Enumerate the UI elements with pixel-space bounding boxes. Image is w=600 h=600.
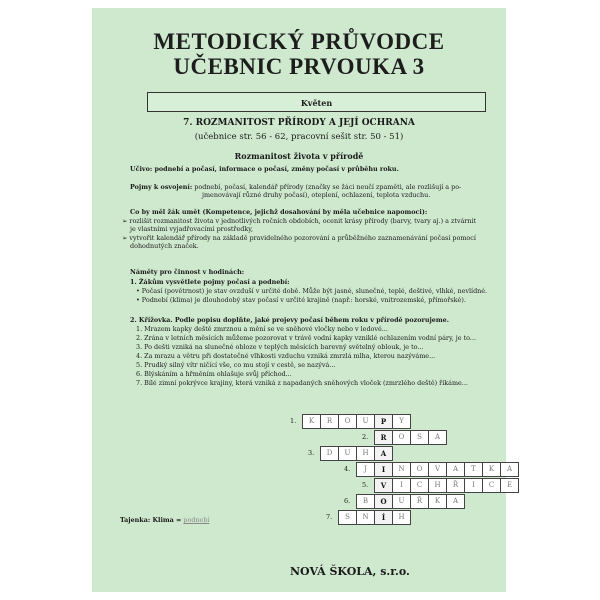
- crossword-cell: H: [428, 478, 447, 493]
- crossword-cell: O: [410, 462, 429, 477]
- crossword-cell: O: [338, 414, 357, 429]
- crossword-cell: U: [338, 446, 357, 461]
- crossword-row-number: 3.: [308, 449, 315, 457]
- pojmy-line-1: [130, 183, 461, 191]
- co-item-2: ➢ vytvořit kalendář přírody na základě pravidelného pozorování a průběžného zaznamenávání počasí pomocí: [122, 234, 476, 242]
- crossword-cell: A: [446, 494, 465, 509]
- crossword-cell: Y: [392, 414, 411, 429]
- crossword-cell: D: [320, 446, 339, 461]
- clue-7: 7. Bílé zimní pokrývce krajiny, která vzniká z napadaných sněhových vloček (zmrzlého deště) říkáme...: [136, 379, 468, 387]
- crossword-cell: K: [482, 462, 501, 477]
- crossword-cell: K: [428, 494, 447, 509]
- crossword-key-cell: O: [374, 494, 393, 509]
- crossword-cell: H: [356, 446, 375, 461]
- crossword-cell: A: [500, 462, 519, 477]
- crossword-grid: [158, 410, 513, 525]
- crossword-cell: O: [392, 430, 411, 445]
- crossword-row-number: 5.: [362, 481, 369, 489]
- crossword-cell: B: [356, 494, 375, 509]
- clue-6: 6. Blýskáním a hřměním ohlašuje svůj příchod...: [136, 370, 292, 378]
- crossword-cell: I: [464, 478, 483, 493]
- book-cover: [92, 8, 513, 592]
- crossword-cell: A: [428, 430, 447, 445]
- crossword-cell: Ř: [446, 478, 465, 493]
- clue-2: 2. Zrána v letních měsících můžeme pozorovat v trávě vodní kapky vzniklé ochlazením vodní páry, je to...: [136, 334, 477, 342]
- crossword-cell: K: [302, 414, 321, 429]
- secret-answer: podnebí: [183, 516, 210, 524]
- crossword-cell: T: [464, 462, 483, 477]
- crossword-key-cell: A: [374, 446, 393, 461]
- crossword-row-number: 2.: [362, 433, 369, 441]
- crossword-cell: R: [320, 414, 339, 429]
- crossword-cell: I: [392, 478, 411, 493]
- co-heading: Co by měl žák umět (Kompetence, jejichž dosahování by měla učebnice napomoci):: [130, 208, 428, 216]
- task-1-a: • Počasí (povětrnost) je stav ovzduší v určité době. Může být jasné, slunečné, teplé, deštivé, vlhké, nevlídné.: [136, 287, 488, 295]
- crossword-cell: E: [500, 478, 519, 493]
- co-item-1-text: rozlišit rozmanitost života v jednotlivých ročních obdobích, ocenit krásy přírody (barvy, tvary aj.) a ztvárnit: [129, 217, 477, 225]
- co-item-1b: je vlastními vyjadřovacími prostředky,: [130, 225, 254, 233]
- task-1-heading: 1. Žákům vysvětlete pojmy počasí a podnebí:: [130, 278, 290, 286]
- crossword-cell: V: [428, 462, 447, 477]
- crossword-key-cell: I: [374, 462, 393, 477]
- crossword-cell: U: [392, 494, 411, 509]
- co-item-1: ➢ rozlišit rozmanitost života v jednotlivých ročních obdobích, ocenit krásy přírody (barvy, tvary aj.) a ztvárnit: [122, 217, 477, 225]
- crossword-cell: S: [338, 510, 357, 525]
- crossword-key-cell: V: [374, 478, 393, 493]
- clue-4: 4. Za mrazu a větru při dostatečné vlhkosti vzduchu vzniká zmrzlá mlha, kterou nazýváme...: [136, 352, 436, 360]
- section-heading: 7. ROZMANITOST PŘÍRODY A JEJÍ OCHRANA: [183, 118, 415, 128]
- crossword-row-number: 1.: [290, 417, 297, 425]
- co-item-2b: dohodnutých značek.: [130, 242, 199, 250]
- crossword-cell: H: [392, 510, 411, 525]
- crossword-row-number: 4.: [344, 465, 351, 473]
- pojmy-text-1: podnebí, počasí, kalendář přírody (značky se žáci neučí zpaměti, ale rozlišují a po-: [194, 183, 462, 191]
- crossword-cell: N: [392, 462, 411, 477]
- co-item-2-text: vytvořit kalendář přírody na základě pravidelného pozorování a průběžného zaznamenávání počasí pomocí: [129, 234, 476, 242]
- month-label: Květen: [300, 98, 333, 108]
- pojmy-line-2: jmenovávají různé druhy počasí), oteplení, ochlazení, teplota vzduchu.: [202, 191, 431, 199]
- crossword-key-cell: P: [374, 414, 393, 429]
- task-2-heading: 2. Křížovka. Podle popisu doplňte, jaké projevy počasí během roku v přírodě pozorujeme.: [130, 316, 449, 324]
- crossword-cell: A: [446, 462, 465, 477]
- title-line-2: UČEBNIC PRVOUKA 3: [173, 54, 425, 79]
- crossword-cell: N: [356, 510, 375, 525]
- crossword-cell: C: [410, 478, 429, 493]
- publisher-name: NOVÁ ŠKOLA, s.r.o.: [290, 565, 410, 578]
- crossword-cell: Ř: [410, 494, 429, 509]
- crossword-cell: U: [356, 414, 375, 429]
- crossword-cell: C: [482, 478, 501, 493]
- namety-heading: Náměty pro činnost v hodinách:: [130, 268, 245, 276]
- crossword-cell: S: [410, 430, 429, 445]
- clue-5: 5. Prudký silný vítr ničící vše, co mu stojí v cestě, se nazývá...: [136, 361, 336, 369]
- task-1-b: • Podnebí (klima) je dlouhodobý stav počasí v určité krajině (např.: horské, vnitrozemské, přímořské).: [136, 296, 466, 304]
- secret-line: [120, 516, 209, 524]
- crossword-cell: J: [356, 462, 375, 477]
- clue-3: 3. Po dešti vzniká na slunečné obloze v teplých měsících barevný světelný oblouk, je to...: [136, 343, 424, 351]
- crossword-key-cell: R: [374, 430, 393, 445]
- clue-1: 1. Mrazem kapky deště zmrznou a mění se ve sněhové vločky nebo v ledové...: [136, 325, 388, 333]
- section-pages: (učebnice str. 56 - 62, pracovní sešit str. 50 - 51): [194, 132, 404, 142]
- ucivo-line: Učivo: podnebí a počasí, informace o počasí, změny počasí v průběhu roku.: [130, 165, 399, 173]
- month-box: [147, 92, 486, 112]
- title-line-1: METODICKÝ PRŮVODCE: [153, 29, 445, 54]
- pojmy-label: Pojmy k osvojení:: [130, 183, 193, 191]
- crossword-key-cell: Í: [374, 510, 393, 525]
- crossword-row-number: 7.: [326, 513, 333, 521]
- crossword-row-number: 6.: [344, 497, 351, 505]
- secret-label: Tajenka: Klima =: [120, 516, 182, 524]
- subtopic: Rozmanitost života v přírodě: [234, 151, 364, 161]
